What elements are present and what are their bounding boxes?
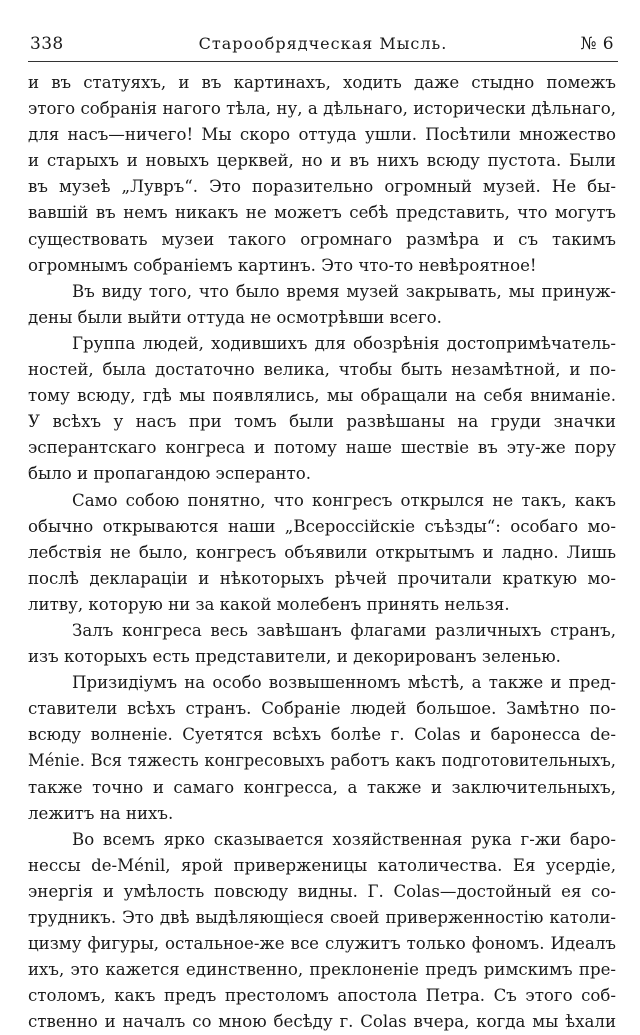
- running-header: [28, 34, 618, 60]
- text-line: нессы de-Ménil, ярой приверженицы католичества. Ея усердіе,: [28, 855, 616, 875]
- text-line: ственно и началъ со мною бесѣду г. Colas вчера, когда мы ѣхали: [28, 1012, 616, 1032]
- text-line: въ музеѣ „Лувръ“. Это поразительно огромный музей. Не бы-: [28, 177, 616, 197]
- page-number: 338: [30, 34, 64, 54]
- text-line: также точно и самаго конгресса, а также и заключительныхъ,: [28, 777, 616, 797]
- text-line: эсперантскаго конгреса и потому наше шествіе въ эту-же пору: [28, 438, 616, 458]
- text-line: столомъ, какъ предъ престоломъ апостола Петра. Съ этого соб-: [28, 986, 616, 1006]
- text-line: энергія и умѣлость повсюду видны. Г. Colas—достойный ея со-: [28, 881, 616, 901]
- text-line: Во всемъ ярко сказывается хозяйственная рука г-жи баро-: [72, 829, 616, 849]
- text-line: вавшій въ немъ никакъ не можетъ себѣ представить, что могутъ: [28, 203, 616, 223]
- text-line: послѣ деклараціи и нѣкоторыхъ рѣчей прочитали краткую мо-: [28, 568, 616, 588]
- text-line: ихъ, это кажется единственно, преклоненіе предъ римскимъ пре-: [28, 960, 616, 980]
- text-line: обычно открываются наши „Всероссійскіе съѣзды“: особаго мо-: [28, 516, 616, 536]
- text-line: тому всюду, гдѣ мы появлялись, мы обращали на себя вниманіе.: [28, 386, 616, 406]
- text-line: изъ которыхъ есть представители, и декорированъ зеленью.: [28, 647, 561, 667]
- text-line: существовать музеи такого огромнаго размѣра и съ такимъ: [28, 229, 616, 249]
- text-line: лежитъ на нихъ.: [28, 803, 174, 823]
- issue-number: № 6: [580, 34, 614, 54]
- text-line: огромнымъ собраніемъ картинъ. Это что-то невѣроятное!: [28, 255, 537, 275]
- body-text: [28, 70, 616, 1035]
- text-line: трудникъ. Это двѣ выдѣляющіеся своей приверженностію католи-: [28, 908, 616, 927]
- text-line: и старыхъ и новыхъ церквей, но и въ нихъ всюду пустота. Были: [28, 151, 616, 171]
- text-line: Группа людей, ходившихъ для обозрѣнія достопримѣчатель-: [72, 333, 616, 353]
- text-line: Само собою понятно, что конгресъ открылся не такъ, какъ: [72, 490, 616, 510]
- text-line: было и пропагандою эсперанто.: [28, 464, 312, 484]
- text-line: и въ статуяхъ, и въ картинахъ, ходить даже стыдно помежъ: [28, 73, 616, 92]
- text-line: У всѣхъ у насъ при томъ были развѣшаны на груди значки: [28, 412, 616, 432]
- text-line: этого собранія нагого тѣла, ну, а дѣльнаго, исторически дѣльнаго,: [28, 99, 616, 119]
- text-line: лебствія не было, конгресъ объявили открытымъ и ладно. Лишь: [28, 542, 616, 562]
- text-line: ставители всѣхъ странъ. Собраніе людей большое. Замѣтно по-: [28, 699, 616, 719]
- text-line: Въ виду того, что было время музей закрывать, мы принуж-: [72, 281, 616, 301]
- text-line: цизму фигуры, остальное-же все служитъ только фономъ. Идеалъ: [28, 934, 616, 954]
- text-line: ностей, была достаточно велика, чтобы быть незамѣтной, и по-: [28, 360, 616, 380]
- text-line: литву, которую ни за какой молебенъ принять нельзя.: [28, 594, 510, 614]
- text-line: Залъ конгреса весь завѣшанъ флагами различныхъ странъ,: [72, 620, 616, 640]
- text-line: Ménie. Вся тяжесть конгресовыхъ работъ какъ подготовительныхъ,: [28, 751, 616, 771]
- text-line: для насъ—ничего! Мы скоро оттуда ушли. Посѣтили множество: [28, 125, 616, 145]
- text-line: всюду волненіе. Суетятся всѣхъ болѣе г. Colas и баронесса de-: [28, 725, 616, 745]
- text-line: Призидіумъ на особо возвышенномъ мѣстѣ, а также и пред-: [72, 673, 616, 693]
- text-line: дены были выйти оттуда не осмотрѣвши всего.: [28, 307, 442, 327]
- journal-title: Старообрядческая Мысль.: [198, 34, 448, 53]
- header-rule: [28, 61, 618, 62]
